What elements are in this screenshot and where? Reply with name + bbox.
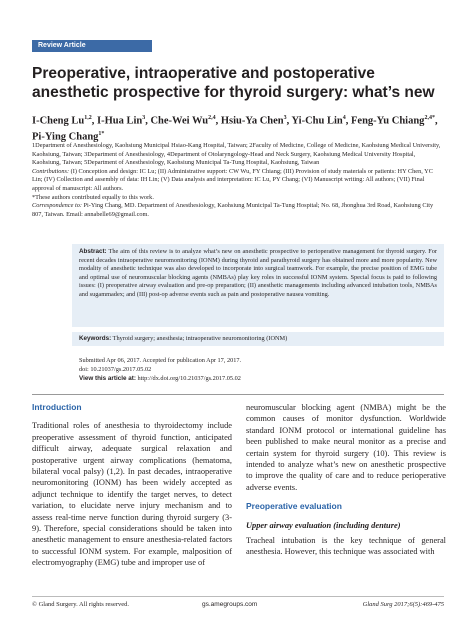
submission-dates: Submitted Apr 06, 2017. Accepted for publication Apr 17, 2017. (79, 357, 242, 364)
abstract-box (72, 244, 444, 327)
article-type-badge: Review Article (32, 40, 152, 52)
footer-citation: Gland Surg 2017;6(5):469-475 (362, 601, 444, 608)
left-column (32, 402, 232, 569)
view-article-label: View this article at: (79, 375, 136, 382)
keywords-label: Keywords: (79, 335, 112, 342)
abstract-label: Abstract: (79, 248, 107, 255)
introduction-heading: Introduction (32, 402, 82, 412)
view-article-link[interactable]: http://dx.doi.org/10.21037/gs.2017.05.02 (137, 375, 241, 382)
contributions (32, 168, 444, 194)
abstract-text: The aim of this review is to analyze what’s new on anesthetic prospective to perioperative management for thyroid surgery. For recent decades intraoperative neuromonitoring (IONM) during thyroid and parathyroid surgery has obtained more and more popularity. New modality of anesthetic technique was also developed to incorporate into surgical teamwork. For example, the precise position of EMG tube and optimal use of neuromuscular blocking agents (NMBAs) play key roles in successful IONM system. Special focus is paid to following issues: (I) preoperative airway evaluation and pre-op preparation; (II) anesthetic managements including advanced intubation tools, NMBAs and sugammadex; and (III) post-op adverse events such as pain and postoperative nausea vomiting. (79, 248, 437, 298)
contributions-label: Contributions: (32, 167, 70, 175)
section-divider (32, 394, 444, 395)
upper-airway-paragraph: Tracheal intubation is the key technique of general anesthesia. However, this technique was associated with (246, 536, 446, 557)
introduction-paragraph: Traditional roles of anesthesia to thyroidectomy include preoperative assessment of thyroid function, anticipated difficult airway, adequate surgical relaxation and postoperative urgent airway complications (hematoma, bilateral vocal palsy) (1,2). In past decades, intraoperative neuromonitoring (IONM) has been widely accepted as adjunct technique to identify the target nerves, to detect variation, to elucidate nerve injury mechanism and to assess real-time nerve function during thyroid surgery (3-9). Therefore, special considerations should be taken into anesthetic management to ensure anesthesia-related factors to successful IONM system. For example, malposition of electromyography (EMG) tube and improper use of (32, 421, 232, 568)
affiliations-text: 1Department of Anesthesiology, Kaohsiung Municipal Hsiao-Kang Hospital, Taiwan; 2Faculty of Medicine, College of Medicine, Kaohsiung Medical University, Kaohsiung, Taiwan; 3Department of Anesthesiology, 4Department of Otolaryngology-Head and Neck Surgery, Kaohsiung Medical University Hospital, Kaohsiung, Taiwan; 5Department of Anesthesiology, Kaohsiung Municipal Ta-Tung Hospital, Kaohsiung, Taiwan (32, 142, 441, 167)
keywords-box (72, 332, 444, 346)
publication-info (79, 356, 439, 383)
article-title: Preoperative, intraoperative and postoperative anesthetic prospective for thyroid surgery: what’s new (32, 65, 435, 101)
author-list: I-Cheng Lu$^{1,2}$, I-Hua Lin$^3$, Che-Wei Wu$^{2,4}$, Hsiu-Ya Chen$^3$, Yi-Chu Lin$^4$, Feng-Yu Chiang$^{2,4*}$, Pi-Ying Chang$^{1*}$ (32, 115, 438, 142)
right-column (246, 402, 446, 558)
view-article-line (79, 374, 439, 383)
keywords-text: Thyroid surgery; anesthesia; intraoperative neuromonitoring (IONM) (112, 335, 288, 342)
footer-copyright: © Gland Surgery. All rights reserved. (32, 601, 130, 608)
affiliations-block (32, 142, 444, 219)
correspondence (32, 202, 444, 219)
footer-divider (32, 596, 444, 597)
contributions-text: (I) Conception and design: IC Lu; (II) Administrative support: CW Wu, FY Chiang; (III) Provision of study materials or patients: HY Chen, YC Lin; (IV) Collection and assembly of data: IH Lin; (V) Data analysis and interpretation: IC Lu, PY Chang; (VI) Manuscript writing: All authors; (VII) Final approval of manuscript: All authors. (32, 167, 433, 192)
introduction-continued-paragraph: neuromuscular blocking agent (NMBA) might be the common causes of monitor dysfunction. Worldwide standard IONM protocol or international guideline has been published to make neural monitor as a precise and certain system for thyroid surgery (10). This review is intended to analyze what’s new on anesthetic prospective to improve the quality of care and to reduce perioperative adverse events. (246, 403, 446, 492)
footer-website[interactable]: gs.amegroups.com (202, 601, 258, 608)
correspondence-label: Correspondence to: (32, 202, 82, 210)
equal-contribution-note: *These authors contributed equally to this work. (32, 193, 154, 201)
correspondence-text: Pi-Ying Chang, MD. Department of Anesthesiology, Kaohsiung Municipal Ta-Tung Hospital; No. 68, Jhonghua 3rd Road, Kaohsiung City 807, Taiwan. Email: annabelle69@gmail.com. (32, 202, 434, 218)
doi: doi: 10.21037/gs.2017.05.02 (79, 366, 152, 373)
preoperative-evaluation-heading: Preoperative evaluation (246, 501, 342, 512)
upper-airway-subheading: Upper airway evaluation (including denture) (246, 520, 401, 530)
